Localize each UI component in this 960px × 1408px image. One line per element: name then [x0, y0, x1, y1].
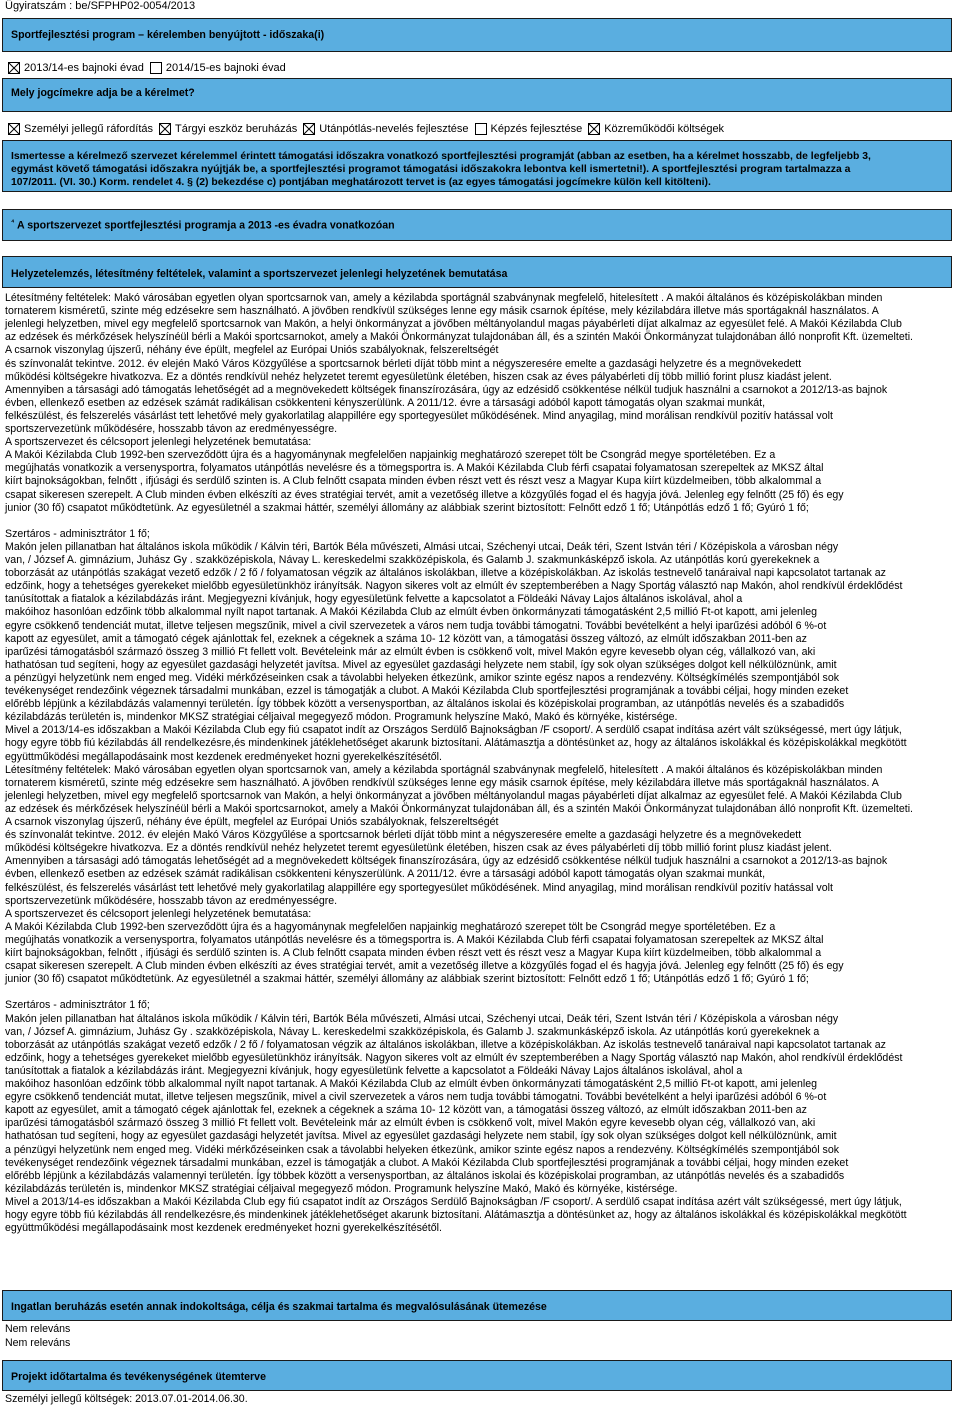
body-text-line: junior (30 fő) csapatot működtetünk. Az egyesületnél a szakmai háttér, személyi állomány az alábbiak szerint biztosított: Felnőtt edző 1 fő; Utánpótlás edző 1 fő; Gyúró 1 fő;: [5, 501, 809, 514]
body-text-line: A sportszervezet és célcsoport jelenlegi helyzetének bemutatása:: [5, 436, 312, 449]
situation-box: [2, 256, 952, 288]
footnote-marker: ⁴: [11, 219, 15, 226]
season-2013-label: 2013/14-es bajnoki évad: [24, 62, 144, 74]
body-text-line: jelenlegi helyzetben, mivel egy megfelelő sportcsarnok van Makón, a helyi önkormányzat a jövőben méltányolandul magas páyabérleti díjat alkalmaz az egyesület felé. A Makói Kézilabda Club: [5, 789, 902, 802]
body-text-line: és színvonalát tekintve. 2012. év elején Makó Város Közgyűlése a sportcsarnok bérleti díját több mint a négyszeresére emelte a gazdasági helyzetre és a megnövekedett: [5, 357, 802, 370]
body-text-line: és színvonalát tekintve. 2012. év elején Makó Város Közgyűlése a sportcsarnok bérleti díját több mint a négyszeresére emelte a gazdasági helyzetre és a megnövekedett: [5, 829, 802, 842]
situation-title: Helyzetelemzés, létesítmény feltételek, valamint a sportszervezet jelenlegi helyzetének bemutatása: [11, 268, 508, 280]
body-text-line: sportszervezetünk működésére, hosszabb távon az eredményességre.: [5, 894, 338, 907]
body-text-line: egyre csökkenő tendenciát mutat, illetve teljesen megszűnik, mivel a civil szervezetek a város nem tudja további támogatni. További bevételként a helyi iparűzési adóból 6 %-ot: [5, 619, 827, 632]
program-period-title: Sportfejlesztési program – kérelemben benyújtott - időszaka(i): [11, 29, 325, 41]
body-text-line: előrébb lépjünk a kézilabdázás valamennyi területén. Így többek között a versenysportban, az általános iskolai és középiskolai programban, az utánpótlás nevelés és a szabadidős: [5, 1169, 845, 1182]
body-text-line: tanúsítottak a fiatalok a kézilabdázás iránt. Megjegyezni kívánjuk, hogy egyesületünk felvette a kapcsolatot a Földeáki Návay Lajos általános iskolával, ahol a: [5, 593, 743, 606]
instruction-line: Ismertesse a kérelmező szervezet kérelemmel érintett támogatási időszakra vonatkozó sportfejlesztési programját (abban az esetben, ha a kérelmet hosszabb, de legfeljebb 3,: [11, 151, 871, 162]
body-text-line: edzőink, hogy a tehetséges gyerekeket mielőbb egyesületünkhöz irányítsák. Nagyon sikeres volt az elmúlt év szeptemberében a Nagy Sportág választó nap Makón, ahol rendkívül érdeklődést: [5, 1051, 903, 1064]
body-text-line: sportszervezetünk működésére, hosszabb távon az eredményességre.: [5, 423, 338, 435]
program-period-box: [2, 18, 952, 52]
body-text-line: évben, ellenkező esetben az edzések számát radikálisan csökkenteni kényszerülünk. A 2011/12. évre a társasági adóból kapott támogatás olyan szakmai munkát,: [5, 868, 766, 881]
body-text-line: évben, ellenkező esetben az edzések számát radikálisan csökkenteni kényszerülünk. A 2011/12. évre a társasági adóból kapott támogatás olyan szakmai munkát,: [5, 396, 766, 409]
body-text-line: előrébb lépjünk a kézilabdázás valamennyi területén. Így többek között a versenysportban, az általános iskolai és középiskolai programban, az utánpótlás nevelés és a szabadidős: [5, 698, 845, 711]
program-title-wrap: [11, 219, 395, 232]
body-text-line: Makón jelen pillanatban hat általános iskola működik / Kálvin téri, Bartók Béla művészeti, Almási utcai, Széchenyi utcai, Deák téri, Szent István téri / Középiskola a városban négy: [5, 540, 839, 553]
body-text-line: kézilabdázás területén is, mindenkor MKSZ stratégiai céljaival megegyező módon. Programunk helyszíne Makó, Makó és környéke, kistérsége.: [5, 1182, 678, 1195]
training-label: Képzés fejlesztése: [490, 123, 583, 135]
body-text-line: iparűzési támogatásból származó összeg 3 millió Ft fellett volt. Bevételeink már az elmúlt évben is csökkenő volt, mivel Makón egyre kevesebb olyan cég, vállalkozó van, aki: [5, 645, 816, 658]
equipment-label: Tárgyi eszköz beruházás: [175, 123, 298, 135]
body-text-line: iparűzési támogatásból származó összeg 3 millió Ft fellett volt. Bevételeink már az elmúlt évben is csökkenő volt, mivel Makón egyre kevesebb olyan cég, vállalkozó van, aki: [5, 1117, 816, 1130]
body-text-line: tornaterem kisméretű, szinte még edzésekre sem használható. A jövőben rendkívül szükséges lenne egy másik csarnok építése, mely kézilabdára illetve más sportágaknál használatos. A: [5, 776, 879, 789]
personnel-checkbox[interactable]: [8, 123, 20, 135]
reference-number: Ügyiratszám : be/SFPHP02-0054/2013: [5, 0, 196, 12]
body-text-line: megújhatás vonatkozik a versenysportra, folyamatos utánpótlás nevelésre és a tömegsportra is. A Makói Kézilabda Club férfi csapatai folyamatosan szerepeltek az MKSZ által: [5, 462, 824, 475]
body-text-line: csapat sikeresen szerepelt. A Club minden évben elkészíti az éves stratégiai tervét, amit a vezetőség illetve a közgyűlés fogad el és hagyja jóvá. Jelenleg egy felnőtt (25 fő) és egy: [5, 488, 844, 501]
season-2014-label: 2014/15-es bajnoki évad: [165, 62, 286, 74]
body-text-line: együttműködési megállapodásaink most kezdenek eredményeket hozni gyerekelkészítésétől.: [5, 750, 442, 763]
body-text-line: az edzések és mérkőzések helyszínéül bérli a Makói sportcsarnokot, amely a Makói Önkormányzat tulajdonában áll, és a szintén Makói Önkormányzat tulajdonában álló nonprofit Kft. üzemelteti.: [5, 802, 913, 815]
personnel-costs-period: Személyi jellegű költségek: 2013.07.01-2014.06.30.: [5, 1393, 248, 1405]
category-options: [8, 123, 724, 135]
body-text-line: toborzását az utánpótlás szakágat vezető edzők / 2 fő / folyamatosan végzik az általános iskolákban, illetve a középiskolákban. Az iskolás testnevelő tanáraival napi kapcsolatot tartanak az: [5, 1038, 886, 1051]
season-2014-checkbox[interactable]: [150, 62, 162, 74]
body-text-line: van, / József A. gimnázium, Juhász Gy . szakközépiskola, Návay L. kereskedelmi szakközépiskola, és Galamb J. szakmunkásképző iskola. Az utánpótlás korú gyerekeknek a: [5, 1025, 820, 1038]
body-text-line: működési költségekre hivatkozva. Ez a döntés rendkívül nehéz helyzetet teremt egyesületünk életében, hiszen csak az éves pályabérleti díj több millió forint plusz kiadást jelent.: [5, 842, 832, 855]
body-text-line: a pénzügyi helyzetünk nem enged meg. Vidéki mérkőzéseinken csak a távolabbi helyeken étkezünk, amikor szinte egész napos a rendezvény. Költségkímélés szempontjából sok: [5, 671, 840, 684]
program-box: [2, 209, 952, 241]
body-text-line: Makón jelen pillanatban hat általános iskola működik / Kálvin téri, Bartók Béla művészeti, Almási utcai, Széchenyi utcai, Deák téri, Szent István téri / Középiskola a városban négy: [5, 1012, 839, 1025]
body-text-line: hogy egyre több fiú kézilabdás áll rendelkezésre,és mindenkinek játéklehetőséget akarunk biztosítani. Alátámasztja a döntésünket az, hogy az általános iskolákkal és középiskolákkal megkötött: [5, 1209, 907, 1221]
body-text-line: Amennyiben a társasági adó támogatás lehetőségét ad a megnövekedett költségek finanszírozására, úgy az edzésidő csökkentése nélkül tudjuk használni a csarnokot a 2012/13-as bajnok: [5, 383, 888, 396]
body-text-line: A Makói Kézilabda Club 1992-ben szerveződött újra és a hagyománynak megfelelően napjainkig meghatározó szerepet tölt be Csongrád megye sportéletében. Ez a: [5, 920, 776, 933]
body-text-line: Szertáros - adminisztrátor 1 fő;: [5, 999, 150, 1012]
body-text-line: megújhatás vonatkozik a versenysportra, folyamatos utánpótlás nevelésre és a tömegsportra is. A Makói Kézilabda Club férfi csapatai folyamatosan szerepeltek az MKSZ által: [5, 933, 824, 946]
body-text-line: az edzések és mérkőzések helyszínéül bérli a Makói sportcsarnokot, amely a Makói Önkormányzat tulajdonában áll, és a szintén Makói Önkormányzat tulajdonában álló nonprofit Kft. üzemelteti.: [5, 331, 913, 344]
schedule-title: Projekt időtartalma és tevékenységének ütemterve: [11, 1371, 266, 1383]
contributor-checkbox[interactable]: [588, 123, 600, 135]
instruction-box: [2, 140, 952, 192]
body-text-line: A Makói Kézilabda Club 1992-ben szerveződött újra és a hagyománynak megfelelően napjainkig meghatározó szerepet tölt be Csongrád megye sportéletében. Ez a: [5, 449, 776, 462]
body-text-line: Mivel a 2013/14-es időszakban a Makói Kézilabda Club egy fiú csapatot indít az Országos Serdülő Bajnokságban /F csoport/. A serdülő csapat indítása azért vált szükségessé, mert úgy látjuk,: [5, 724, 902, 737]
body-text-line: makóihoz hasonlóan edzőink több alkalommal nyílt napot tartanak. A Makói Kézilabda Club az elmúlt évben önkormányzati támogatásként 2,5 millió Ft-ot kapott, ami jelenleg: [5, 606, 818, 619]
body-text-line: junior (30 fő) csapatot működtetünk. Az egyesületnél a szakmai háttér, személyi állomány az alábbiak szerint biztosított: Felnőtt edző 1 fő; Utánpótlás edző 1 fő; Gyúró 1 fő;: [5, 973, 809, 986]
body-text-line: felkészülést, és felszerelés vásárlást tett lehetővé mely gyakorlatilag alappillére egy sportegyesület működésének. Mind anyagilag, mind morálisan rendkívül pozitív hatással volt: [5, 881, 833, 894]
body-text-line: működési költségekre hivatkozva. Ez a döntés rendkívül nehéz helyzetet teremt egyesületünk életében, hiszen csak az éves pályabérleti díj több millió forint plusz kiadást jelent.: [5, 370, 832, 383]
program-title: A sportszervezet sportfejlesztési programja a 2013 -es évadra vonatkozóan: [17, 219, 395, 232]
body-text-line: tanúsítottak a fiatalok a kézilabdázás iránt. Megjegyezni kívánjuk, hogy egyesületünk felvette a kapcsolatot a Földeáki Návay Lajos általános iskolával, ahol a: [5, 1064, 743, 1077]
legal-title-box: [2, 78, 952, 112]
legal-title-question: Mely jogcímekre adja be a kérelmet?: [11, 87, 195, 99]
body-text-line: A csarnok viszonylag újszerű, néhány éve épült, megfelel az Európai Uniós szabályoknak, felszereltségét: [5, 816, 499, 828]
body-text-line: toborzását az utánpótlás szakágat vezető edzők / 2 fő / folyamatosan végzik az általános iskolákban, illetve a középiskolákban. Az iskolás testnevelő tanáraival napi kapcsolatot tartanak az: [5, 567, 886, 580]
equipment-checkbox[interactable]: [159, 123, 171, 135]
real-estate-box: [2, 1290, 952, 1321]
season-options: [8, 62, 286, 74]
body-text-line: hathatósan tud segíteni, hogy az egyesület gazdasági helyzetét javítsa. Mivel az egyesület gazdasági helyzete nem stabil, így sok olyan szükséges dolgot kell nélkülöznünk, amit: [5, 1130, 837, 1143]
body-text-line: makóihoz hasonlóan edzőink több alkalommal nyílt napot tartanak. A Makói Kézilabda Club az elmúlt évben önkormányzati támogatásként 2,5 millió Ft-ot kapott, ami jelenleg: [5, 1078, 818, 1090]
body-text-line: felkészülést, és felszerelés vásárlást tett lehetővé mely gyakorlatilag alappillére egy sportegyesület működésének. Mind anyagilag, mind morálisan rendkívül pozitív hatással volt: [5, 409, 833, 422]
body-text-line: hogy egyre több fiú kézilabdás áll rendelkezésre,és mindenkinek játéklehetőséget akarunk biztosítani. Alátámasztja a döntésünket az, hogy az általános iskolákkal és középiskolákkal megkötött: [5, 737, 907, 750]
real-estate-value: Nem releváns: [5, 1337, 71, 1349]
body-text-line: Mivel a 2013/14-es időszakban a Makói Kézilabda Club egy fiú csapatot indít az Országos Serdülő Bajnokságban /F csoport/. A serdülő csapat indítása azért vált szükségessé, mert úgy látjuk,: [5, 1195, 902, 1208]
body-text-line: a pénzügyi helyzetünk nem enged meg. Vidéki mérkőzéseinken csak a távolabbi helyeken étkezünk, amikor szinte egész napos a rendezvény. Költségkímélés szempontjából sok: [5, 1143, 840, 1156]
contributor-label: Közreműködői költségek: [604, 123, 725, 135]
body-text-line: kapott az egyesület, amit a támogató cégek ajánlottak fel, ezeknek a cégeknek a száma 10- 12 között van, a támogatási összeg változó, az elmúlt időszakban 2011-ben az: [5, 1104, 807, 1117]
real-estate-title: Ingatlan beruházás esetén annak indokoltsága, célja és szakmai tartalma és megvalósulásának ütemezése: [11, 1301, 547, 1313]
body-text-line: A sportszervezet és célcsoport jelenlegi helyzetének bemutatása:: [5, 907, 312, 920]
training-checkbox[interactable]: [475, 123, 487, 135]
body-text-line: kiírt bajnokságokban, felnőtt , ifjúsági és serdülő szinten is. A Club felnőtt csapata minden évben részt vett és részt vesz a Magyar Kupa kiírt küzdelmeiben, több alkalommal a: [5, 947, 822, 959]
body-text-line: csapat sikeresen szerepelt. A Club minden évben elkészíti az éves stratégiai tervét, amit a vezetőség illetve a közgyűlés fogad el és hagyja jóvá. Jelenleg egy felnőtt (25 fő) és egy: [5, 960, 844, 973]
body-text-line: együttműködési megállapodásaink most kezdenek eredményeket hozni gyerekelkészítésétől.: [5, 1222, 442, 1235]
body-text-line: kézilabdázás területén is, mindenkor MKSZ stratégiai céljaival megegyező módon. Programunk helyszíne Makó, Makó és környéke, kistérsége.: [5, 711, 678, 724]
real-estate-value: Nem releváns: [5, 1323, 71, 1335]
body-text-line: hathatósan tud segíteni, hogy az egyesület gazdasági helyzetét javítsa. Mivel az egyesület gazdasági helyzete nem stabil, így sok olyan szükséges dolgot kell nélkülöznünk, amit: [5, 658, 837, 671]
body-text-line: egyre csökkenő tendenciát mutat, illetve teljesen megszűnik, mivel a civil szervezetek a város nem tudja további támogatni. További bevételként a helyi iparűzési adóból 6 %-ot: [5, 1091, 827, 1104]
body-text-line: jelenlegi helyzetben, mivel egy megfelelő sportcsarnok van Makón, a helyi önkormányzat a jövőben méltányolandul magas páyabérleti díjat alkalmaz az egyesület felé. A Makói Kézilabda Club: [5, 318, 902, 331]
personnel-label: Személyi jellegű ráfordítás: [24, 123, 154, 135]
body-text-line: Létesítmény feltételek: Makó városában egyetlen olyan sportcsarnok van, amely a kézilabda sportágnál szabványnak megfelelő, hitelesített . A makói általános és középiskolákban minden: [5, 292, 883, 304]
body-text-line: tevékenységet rendezőink végeznek társadalmi munkában, ezzel is támogatják a clubot. A Makói Kézilabda Club sportfejlesztési programjának a további céljai, hogy minden ezeket: [5, 685, 849, 697]
body-text-line: Szertáros - adminisztrátor 1 fő;: [5, 527, 150, 540]
body-text-line: tornaterem kisméretű, szinte még edzésekre sem használható. A jövőben rendkívül szükséges lenne egy másik csarnok építése, mely kézilabdára illetve más sportágaknál használatos. A: [5, 305, 879, 318]
youth-checkbox[interactable]: [303, 123, 315, 135]
body-text-line: van, / József A. gimnázium, Juhász Gy . szakközépiskola, Návay L. kereskedelmi szakközépiskola, és Galamb J. szakmunkásképző iskola. Az utánpótlás korú gyerekeknek a: [5, 554, 820, 566]
season-2013-checkbox[interactable]: [8, 62, 20, 74]
body-text-line: kiírt bajnokságokban, felnőtt , ifjúsági és serdülő szinten is. A Club felnőtt csapata minden évben részt vett és részt vesz a Magyar Kupa kiírt küzdelmeiben, több alkalommal a: [5, 475, 822, 488]
youth-label: Utánpótlás-nevelés fejlesztése: [319, 123, 469, 135]
body-text-line: kapott az egyesület, amit a támogató cégek ajánlottak fel, ezeknek a cégeknek a száma 10- 12 között van, a támogatási összeg változó, az elmúlt időszakban 2011-ben az: [5, 632, 807, 645]
instruction-line: egymást követő támogatási időszakra nyújtják be, a sportfejlesztési programot támogatási időszakokra lebontva kell ismertetni!). A sportfejlesztési program tartalmazza a: [11, 164, 851, 175]
body-text-line: tevékenységet rendezőink végeznek társadalmi munkában, ezzel is támogatják a clubot. A Makói Kézilabda Club sportfejlesztési programjának a további céljai, hogy minden ezeket: [5, 1156, 849, 1169]
body-text-line: Amennyiben a társasági adó támogatás lehetőségét ad a megnövekedett költségek finanszírozására, úgy az edzésidő csökkentése nélkül tudjuk használni a csarnokot a 2012/13-as bajnok: [5, 855, 888, 868]
body-text-line: A csarnok viszonylag újszerű, néhány éve épült, megfelel az Európai Uniós szabályoknak, felszereltségét: [5, 344, 499, 357]
body-text-line: edzőink, hogy a tehetséges gyerekeket mielőbb egyesületünkhöz irányítsák. Nagyon sikeres volt az elmúlt év szeptemberében a Nagy Sportág választó nap Makón, ahol rendkívül érdeklődést: [5, 580, 903, 593]
body-text-line: Létesítmény feltételek: Makó városában egyetlen olyan sportcsarnok van, amely a kézilabda sportágnál szabványnak megfelelő, hitelesített . A makói általános és középiskolákban minden: [5, 763, 883, 776]
schedule-box: [2, 1360, 952, 1391]
instruction-line: 107/2011. (VI. 30.) Korm. rendelet 4. § (2) bekezdése c) pontjában meghatározott tervet is (az egyes támogatási jogcímekre külön kell kitölteni).: [11, 177, 711, 188]
